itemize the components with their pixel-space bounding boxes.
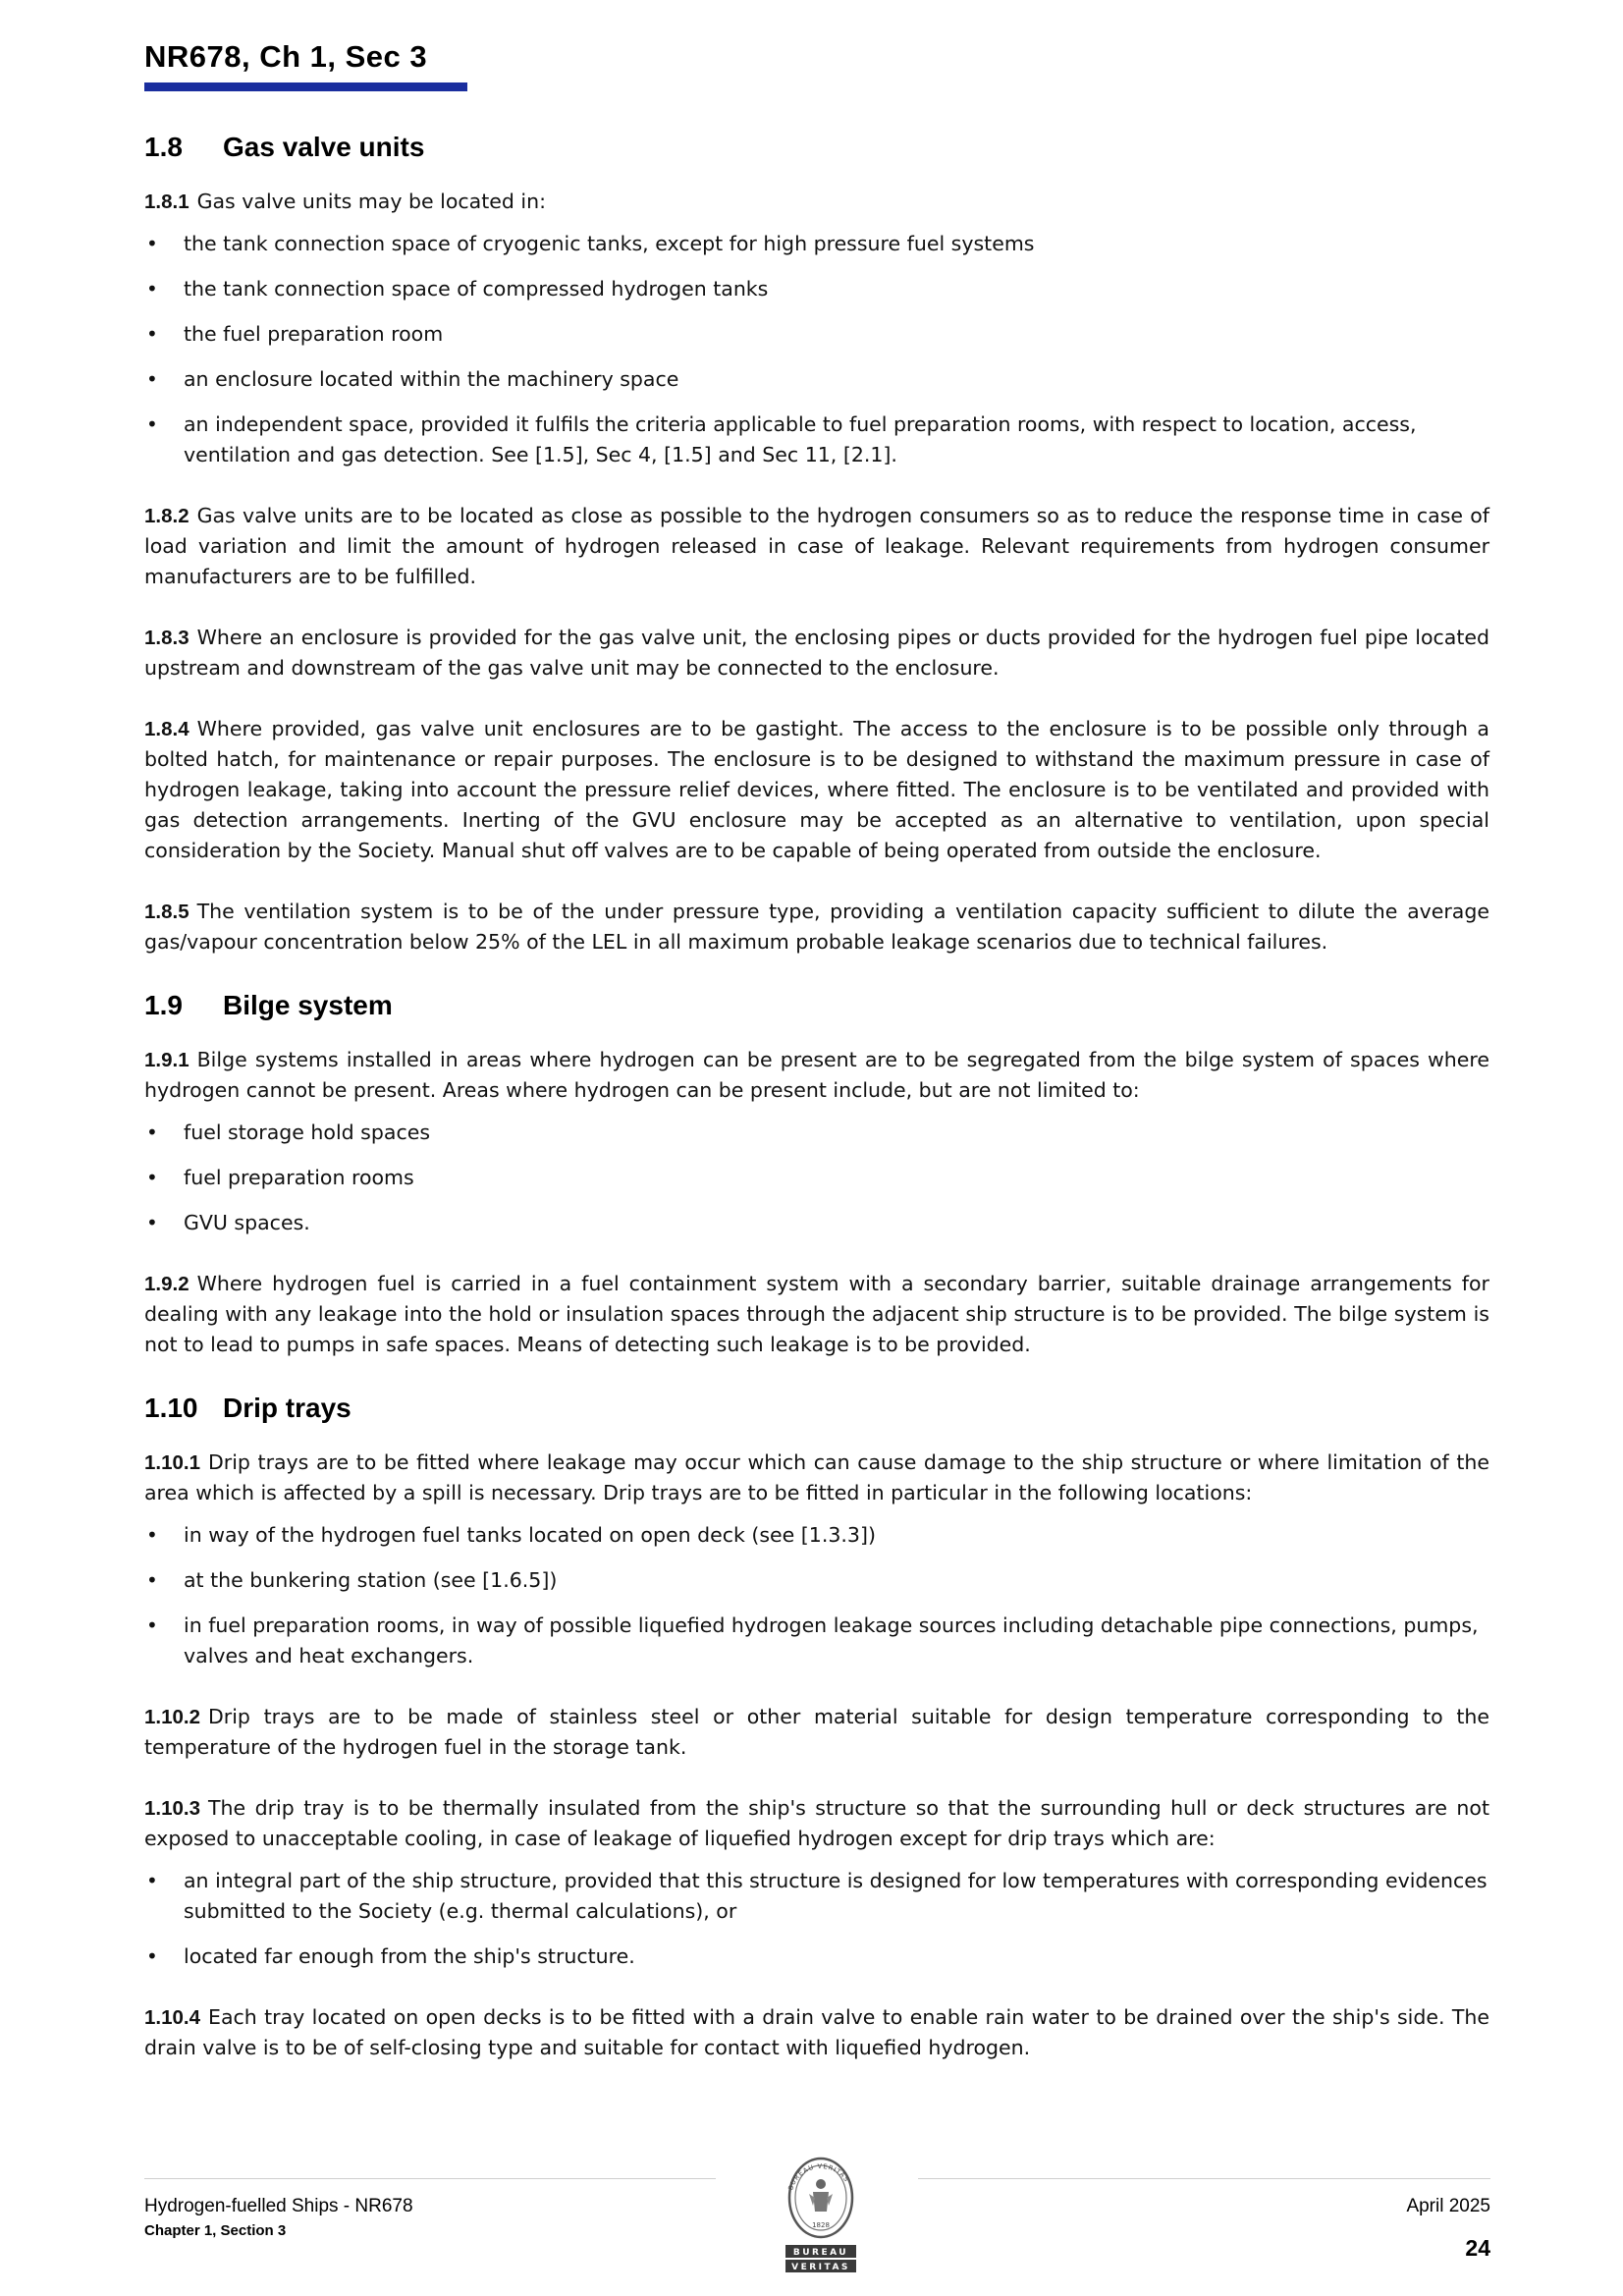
paragraph-1-10-3 (144, 1793, 1489, 1854)
paragraph-1-9-1 (144, 1045, 1489, 1106)
section-heading-1-10 (144, 1391, 1489, 1426)
paragraph-1-10-2 (144, 1702, 1489, 1763)
section-title: Bilge system (223, 990, 393, 1020)
paragraph-number: 1.10.2 (144, 1706, 200, 1728)
paragraph-number: 1.8.1 (144, 191, 189, 213)
paragraph-number: 1.8.5 (144, 901, 189, 923)
paragraph-1-9-2 (144, 1269, 1489, 1360)
paragraph-text: Bilge systems installed in areas where hydrogen can be present are to be segregated from the bilge system of spaces where hydrogen cannot be present. Areas where hydrogen can be present include, but are not limited to: (144, 1048, 1489, 1102)
list-item: • fuel preparation rooms (144, 1163, 1489, 1193)
list-item: • GVU spaces. (144, 1208, 1489, 1238)
list-item: • an independent space, provided it fulfils the criteria applicable to fuel preparation rooms, with respect to location, access, ventilation and gas detection. See [1.5], Sec 4, [1.5] and Sec 11, [2.1]. (144, 410, 1489, 470)
paragraph-number: 1.10.3 (144, 1797, 200, 1820)
list-item: • the fuel preparation room (144, 319, 1489, 350)
list-item: • at the bunkering station (see [1.6.5]) (144, 1565, 1489, 1596)
section-number: 1.8 (144, 132, 183, 162)
section-heading-1-9 (144, 988, 1489, 1023)
logo-year: 1828 (812, 2221, 830, 2229)
list-item: • the tank connection space of cryogenic tanks, except for high pressure fuel systems (144, 229, 1489, 259)
bullet-list-1-8-1 (144, 229, 1489, 470)
section-number: 1.10 (144, 1393, 198, 1423)
logo-arc-text: BUREAU VERITAS (786, 2161, 851, 2192)
paragraph-number: 1.10.4 (144, 2006, 200, 2029)
paragraph-number: 1.8.3 (144, 627, 189, 649)
footer-rule-right (918, 2178, 1490, 2179)
document-id: NR678, Ch 1, Sec 3 (144, 39, 428, 74)
list-item: • in way of the hydrogen fuel tanks located on open deck (see [1.3.3]) (144, 1520, 1489, 1551)
paragraph-text: Gas valve units are to be located as close as possible to the hydrogen consumers so as to reduce the response time in case of load variation and limit the amount of hydrogen released in case of leakage. Relevant requirements from hydrogen consumer manufacturers are to be fulfilled. (144, 504, 1489, 588)
header-rule (144, 82, 467, 91)
page-number: 24 (1465, 2235, 1490, 2261)
footer-rule-left (144, 2178, 716, 2179)
paragraph-text: Where hydrogen fuel is carried in a fuel containment system with a secondary barrier, suitable drainage arrangements for dealing with any leakage into the hold or insulation spaces through the adjacent ship structure is to be provided. The bilge system is not to lead to pumps in safe spaces. Means of detecting such leakage is to be provided. (144, 1272, 1489, 1356)
paragraph-1-10-1 (144, 1448, 1489, 1508)
section-title: Gas valve units (223, 132, 425, 162)
paragraph-1-8-4 (144, 714, 1489, 866)
paragraph-number: 1.10.1 (144, 1451, 200, 1474)
bullet-list-1-9-1 (144, 1118, 1489, 1238)
paragraph-1-8-2 (144, 501, 1489, 592)
paragraph-text: Where an enclosure is provided for the gas valve unit, the enclosing pipes or ducts provided for the hydrogen fuel pipe located upstream and downstream of the gas valve unit may be connected to the enclosure. (144, 626, 1489, 680)
paragraph-1-8-5 (144, 897, 1489, 957)
paragraph-1-8-3 (144, 623, 1489, 683)
bureau-veritas-logo-icon (776, 2149, 866, 2276)
paragraph-text: Drip trays are to be fitted where leakage may occur which can cause damage to the ship structure or where limitation of the area which is affected by a spill is necessary. Drip trays are to be fitted in particular in the following locations: (144, 1450, 1489, 1504)
document-body (144, 118, 1489, 2094)
paragraph-number: 1.9.1 (144, 1049, 189, 1071)
section-number: 1.9 (144, 990, 183, 1020)
paragraph-1-8-1 (144, 187, 1489, 217)
paragraph-text: Where provided, gas valve unit enclosures are to be gastight. The access to the enclosure is to be possible only through a bolted hatch, for maintenance or repair purposes. The enclosure is to be designed to withstand the maximum pressure in case of hydrogen leakage, taking into account the pressure relief devices, where fitted. The enclosure is to be ventilated and provided with gas detection arrangements. Inerting of the GVU enclosure may be accepted as an alternative to ventilation, upon special consideration by the Society. Manual shut off valves are to be capable of being operated from outside the enclosure. (144, 717, 1489, 862)
bullet-list-1-10-3 (144, 1866, 1489, 1972)
list-item: • located far enough from the ship's structure. (144, 1941, 1489, 1972)
paragraph-text: Drip trays are to be made of stainless steel or other material suitable for design temperature corresponding to the temperature of the hydrogen fuel in the storage tank. (144, 1705, 1489, 1759)
paragraph-number: 1.9.2 (144, 1273, 189, 1295)
paragraph-number: 1.8.4 (144, 718, 189, 740)
section-title: Drip trays (223, 1393, 352, 1423)
paragraph-number: 1.8.2 (144, 505, 189, 527)
list-item: • the tank connection space of compressed hydrogen tanks (144, 274, 1489, 304)
paragraph-text: Each tray located on open decks is to be fitted with a drain valve to enable rain water to be drained over the ship's side. The drain valve is to be of self-closing type and suitable for contact with liquefied hydrogen. (144, 2005, 1489, 2059)
logo-word-2: VERITAS (791, 2263, 850, 2272)
list-item: • fuel storage hold spaces (144, 1118, 1489, 1148)
list-item: • an enclosure located within the machinery space (144, 364, 1489, 395)
logo-word-1: BUREAU (792, 2248, 849, 2258)
footer-chapter: Chapter 1, Section 3 (144, 2222, 287, 2239)
bullet-list-1-10-1 (144, 1520, 1489, 1671)
footer-date: April 2025 (1406, 2196, 1490, 2216)
list-item: • in fuel preparation rooms, in way of possible liquefied hydrogen leakage sources including detachable pipe connections, pumps, valves and heat exchangers. (144, 1611, 1489, 1671)
section-heading-1-8 (144, 130, 1489, 165)
list-item: • an integral part of the ship structure, provided that this structure is designed for low temperatures with corresponding evidences submitted to the Society (e.g. thermal calculations), or (144, 1866, 1489, 1927)
footer-document-title: Hydrogen-fuelled Ships - NR678 (144, 2196, 413, 2216)
paragraph-text: The ventilation system is to be of the under pressure type, providing a ventilation capacity sufficient to dilute the average gas/vapour concentration below 25% of the LEL in all maximum probable leakage scenarios due to technical failures. (144, 900, 1489, 954)
paragraph-text: The drip tray is to be thermally insulated from the ship's structure so that the surrounding hull or deck structures are not exposed to unacceptable cooling, in case of leakage of liquefied hydrogen except for drip trays which are: (144, 1796, 1489, 1850)
paragraph-1-10-4 (144, 2002, 1489, 2063)
paragraph-text: Gas valve units may be located in: (196, 190, 546, 213)
